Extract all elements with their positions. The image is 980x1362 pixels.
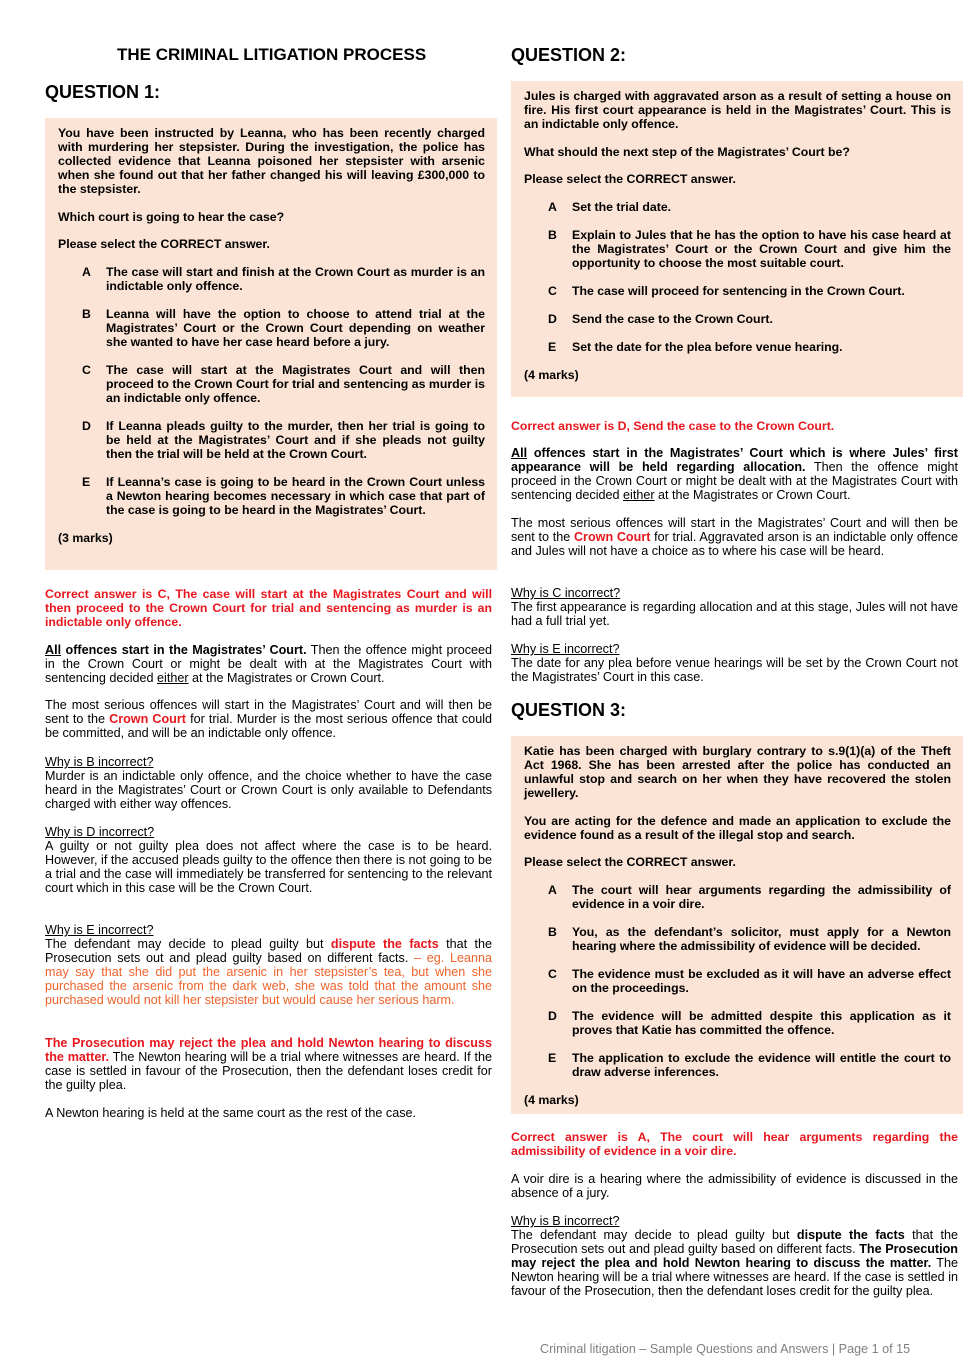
q2-option-c: C The case will proceed for sentencing in the Crown Court. <box>548 284 905 298</box>
q3-option-c: C The evidence must be excluded as it will have an adverse effect on the proceedings. <box>548 967 951 995</box>
q2-option-a: A Set the trial date. <box>548 200 672 214</box>
q2-option-b: B Explain to Jules that he has the option to have his case heard at the Magistrates’ Court or the Crown Court and give him the opportunity to choose the most suitable court. <box>548 228 951 270</box>
q3-why-b-heading: Why is B incorrect? <box>511 1214 620 1228</box>
q1-option-e: E If Leanna’s case is going to be heard in the Crown Court unless a Newton hearing becomes necessary in which case that part of the case is going to be heard in the Magistrates’ Court. <box>82 475 485 517</box>
q2-question: What should the next step of the Magistrates’ Court be? <box>524 144 850 159</box>
q3-explanation-1: A voir dire is a hearing where the admissibility of evidence is discussed in the absence of a jury. <box>511 1172 958 1200</box>
q1-why-d: Why is D incorrect? A guilty or not guilty plea does not affect where the case is to be heard. However, if the accused pleads guilty to the offence then there is not going to be a trial and the case will immediately be transferred for sentencing to the relevant court which in this case will be the Crown Court. <box>45 825 492 895</box>
question-3-box <box>511 736 963 1114</box>
q2-explanation-2: The most serious offences will start in the Magistrates’ Court and will then be sent to the Crown Court for trial. Aggravated arson is an indictable only offence and Jules will not have a choice as to where his case will be heard. <box>511 516 959 558</box>
q3-scenario: Katie has been charged with burglary contrary to s.9(1)(a) of the Theft Act 1968. She has been arrested after the police has conducted an unlawful stop and search on her when they have recovered the stolen jewellery. <box>524 744 951 800</box>
q1-question: Which court is going to hear the case? <box>58 209 285 224</box>
question-2-box <box>511 81 963 397</box>
q2-explanation-1: All offences start in the Magistrates’ Court which is where Jules’ first appearance will be held regarding allocation. Then the offence might proceed in the Crown Court or might be dealt with at the Magistrates Court with sentencing decided either at the Magistrates or Crown Court. <box>511 446 958 502</box>
q1-why-e: Why is E incorrect? The defendant may decide to plead guilty but dispute the facts that the Prosecution sets out and plead guilty based on different facts. – eg. Leanna may say that she did put the arsenic in her stepsister’s tea, but when she purchased the arsenic from the dark web, she was told that the amount she purchased would not kill her stepsister but would cause her serious harm. <box>45 923 492 1007</box>
q1-option-a: A The case will start and finish at the Crown Court as murder is an indictable only offence. <box>82 265 485 293</box>
q2-why-e: Why is E incorrect? The date for any plea before venue hearings will be set by the Crown Court not the Magistrates’ Court in this case. <box>511 642 958 684</box>
question-3-heading: QUESTION 3: <box>511 700 627 720</box>
q2-why-e-heading: Why is E incorrect? <box>511 642 620 656</box>
q2-select-prompt: Please select the CORRECT answer. <box>524 172 736 186</box>
q1-marks: (3 marks) <box>58 531 113 545</box>
q3-option-e: E The application to exclude the evidence will entitle the court to draw adverse inferences. <box>548 1051 951 1079</box>
q3-question: You are acting for the defence and made an application to exclude the evidence found as a result of the illegal stop and search. <box>524 813 951 842</box>
q1-option-d: D If Leanna pleads guilty to the murder, then her trial is going to be held at the Magistrates’ Court and if she pleads not guilty then the trial will be held at the Crown Court. <box>82 419 485 461</box>
q1-scenario: You have been instructed by Leanna, who has been recently charged with murdering her stepsister. During the investigation, the police has collected evidence that Leanna poisoned her stepsister with arsenic when she found out that her father changed his will leaving £300,000 to the stepsister. <box>58 126 485 196</box>
q1-why-b-heading: Why is B incorrect? <box>45 755 154 769</box>
q1-newton-same-court: A Newton hearing is held at the same court as the rest of the case. <box>45 1106 417 1120</box>
q2-why-c: Why is C incorrect? The first appearance is regarding allocation and at this stage, Jules will not have had a full trial yet. <box>511 586 958 628</box>
q2-marks: (4 marks) <box>524 368 579 382</box>
q3-option-b: B You, as the defendant’s solicitor, must apply for a Newton hearing where the admissibility of evidence will be decided. <box>548 925 951 953</box>
q1-explanation-2: The most serious offences will start in the Magistrates’ Court and will then be sent to the Crown Court for trial. Murder is the most serious offence that could be committed, and will be an indictable only offence. <box>45 698 492 740</box>
q1-newton-hearing: The Prosecution may reject the plea and hold Newton hearing to discuss the matter. The Newton hearing will be a trial where witnesses are heard. If the case is settled in favour of the Prosecution, then the defendant loses credit for the guilty plea. <box>45 1036 492 1092</box>
question-2-heading: QUESTION 2: <box>511 45 627 65</box>
question-1-heading: QUESTION 1: <box>45 82 161 102</box>
q2-option-e: E Set the date for the plea before venue hearing. <box>548 340 843 354</box>
document-title: THE CRIMINAL LITIGATION PROCESS <box>117 45 427 64</box>
q1-option-b: B Leanna will have the option to choose to attend trial at the Magistrates’ Court or the Crown Court depending on weather she wanted to have her case heard before a jury. <box>82 307 485 349</box>
q3-correct-answer: Correct answer is A, The court will hear arguments regarding the admissibility of evidence in a voir dire. <box>511 1130 958 1158</box>
q3-why-b: Why is B incorrect? The defendant may decide to plead guilty but dispute the facts that the Prosecution sets out and plead guilty based on different facts. The Prosecution may reject the plea and hold Newton hearing to discuss the matter. The Newton hearing will be a trial where witnesses are heard. If the case is settled in favour of the Prosecution, then the defendant loses credit for the guilty plea. <box>511 1214 958 1298</box>
q3-marks: (4 marks) <box>524 1093 579 1107</box>
q1-correct-answer: Correct answer is C, The case will start at the Magistrates Court and will then proceed to the Crown Court for trial and sentencing as murder is an indictable only offence. <box>45 587 492 629</box>
q1-why-b: Why is B incorrect? Murder is an indictable only offence, and the choice whether to have the case heard in the Magistrates’ Court or Crown Court is only available to Defendants charged with either way offences. <box>45 755 492 811</box>
q1-explanation-1: All offences start in the Magistrates’ Court. Then the offence might proceed in the Crown Court or might be dealt with at the Magistrates Court with sentencing decided either at the Magistrates or Crown Court. <box>45 643 493 685</box>
q3-option-a: A The court will hear arguments regarding the admissibility of evidence in a voir dire. <box>548 883 951 911</box>
q2-scenario: Jules is charged with aggravated arson as a result of setting a house on fire. His first court appearance is held in the Magistrates’ Court. This is an indictable only offence. <box>524 89 951 131</box>
question-1-box <box>45 118 497 570</box>
q3-select-prompt: Please select the CORRECT answer. <box>524 855 736 869</box>
q2-correct-answer: Correct answer is D, Send the case to the Crown Court. <box>511 419 835 433</box>
q2-option-d: D Send the case to the Crown Court. <box>548 312 773 326</box>
q1-select-prompt: Please select the CORRECT answer. <box>58 237 270 251</box>
q1-why-e-heading: Why is E incorrect? <box>45 923 154 937</box>
page-footer: Criminal litigation – Sample Questions and Answers | Page 1 of 15 <box>540 1342 911 1356</box>
q1-option-c: C The case will start at the Magistrates Court and will then proceed to the Crown Court for trial and sentencing as murder is an indictable only offence. <box>82 363 485 405</box>
q1-why-d-heading: Why is D incorrect? <box>45 825 155 839</box>
q3-option-d: D The evidence will be admitted despite this application as it proves that Katie has committed the offence. <box>548 1009 951 1037</box>
q2-why-c-heading: Why is C incorrect? <box>511 586 621 600</box>
